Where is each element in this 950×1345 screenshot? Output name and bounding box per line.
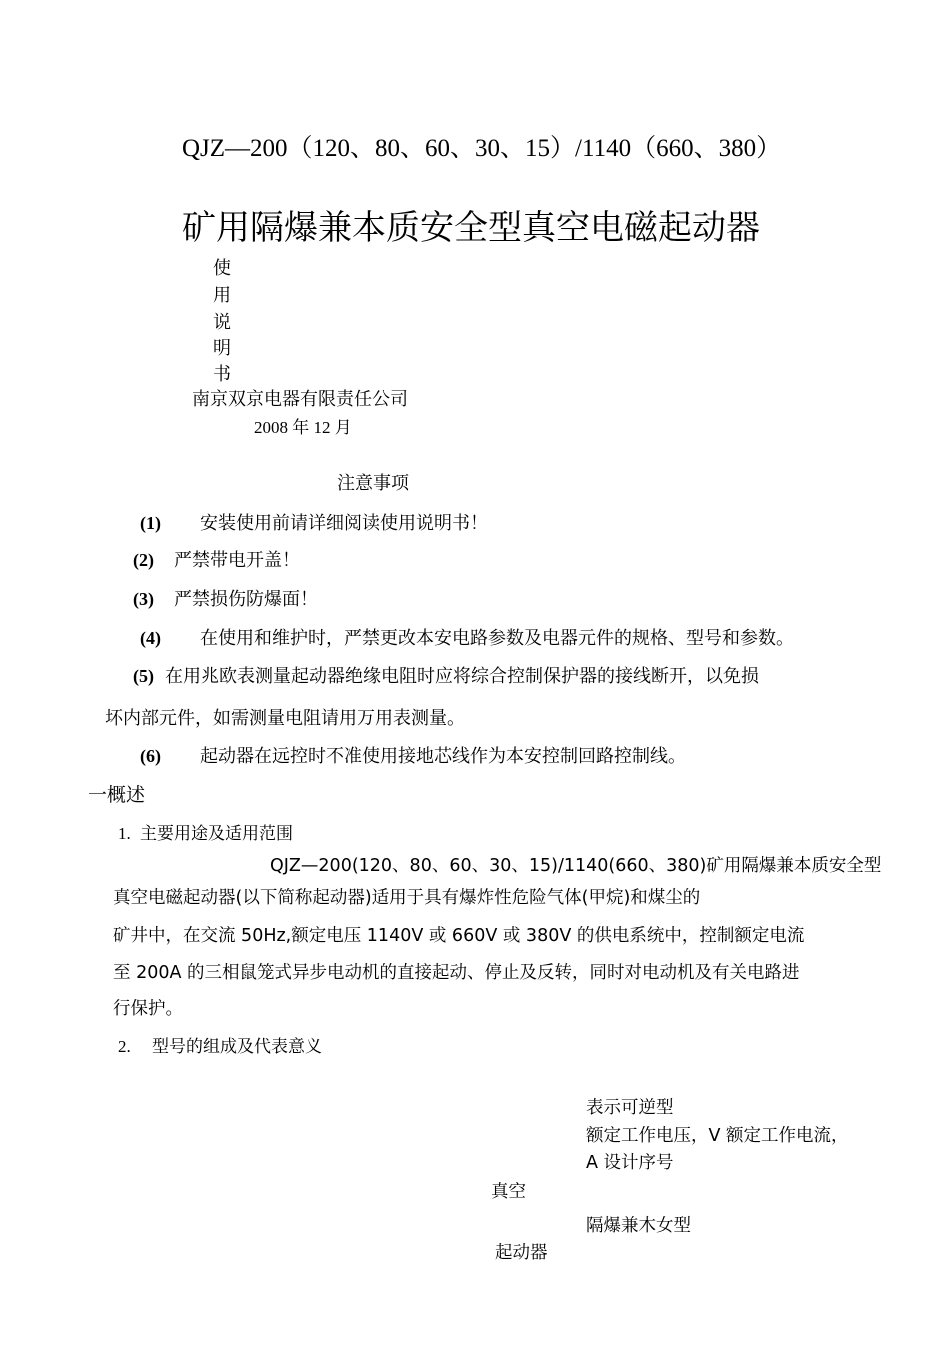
subsection-heading xyxy=(118,819,293,844)
paragraph-line: 行保护。 xyxy=(113,999,183,1019)
notice-item xyxy=(140,509,488,535)
notice-item-text: 严禁损伤防爆面！ xyxy=(174,589,318,610)
subsection-title: 主要用途及适用范围 xyxy=(140,824,293,844)
diagram-label-reversible: 表示可逆型 xyxy=(586,1098,674,1118)
notice-item-number: (6) xyxy=(140,746,161,766)
diagram-label-explosion-proof: 隔爆兼木女型 xyxy=(586,1216,691,1236)
company-name: 南京双京电器有限责任公司 xyxy=(192,389,408,410)
vertical-label-char: 使 xyxy=(213,258,231,279)
notice-item xyxy=(140,624,794,650)
notice-item xyxy=(133,662,759,688)
model-title: QJZ—200（120、80、60、30、15）/1140（660、380） xyxy=(182,135,782,162)
notice-item xyxy=(133,546,300,572)
notice-item-number: (5) xyxy=(133,666,154,686)
vertical-label-char: 用 xyxy=(213,285,231,306)
notice-item-continuation: 坏内部元件，如需测量电阻请用万用表测量。 xyxy=(105,708,465,729)
notice-item-text: 起动器在远控时不准使用接地芯线作为本安控制回路控制线。 xyxy=(200,746,686,767)
subsection-number: 2. xyxy=(118,1037,131,1056)
subsection-title: 型号的组成及代表意义 xyxy=(152,1037,322,1057)
notice-item-text: 在用兆欧表测量起动器绝缘电阻时应将综合控制保护器的接线断开，以免损 xyxy=(165,666,759,687)
notice-item-text: 在使用和维护时，严禁更改本安电路参数及电器元件的规格、型号和参数。 xyxy=(200,628,794,649)
diagram-label-rated: 额定工作电压，V 额定工作电流， xyxy=(586,1126,849,1146)
notice-item-text: 安装使用前请详细阅读使用说明书！ xyxy=(200,513,488,534)
diagram-label-design: A 设计序号 xyxy=(586,1153,674,1173)
subsection-heading xyxy=(118,1032,322,1057)
main-title: 矿用隔爆兼本质安全型真空电磁起动器 xyxy=(182,208,760,248)
notice-heading: 注意事项 xyxy=(337,473,409,494)
paragraph-line: 矿井中，在交流 50Hz,额定电压 1140V 或 660V 或 380V 的供电系统中，控制额定电流 xyxy=(113,926,805,946)
notice-item xyxy=(140,742,686,768)
vertical-label-char: 明 xyxy=(213,338,231,359)
section-heading-overview: 一概述 xyxy=(88,784,146,806)
diagram-label-starter: 起动器 xyxy=(495,1243,548,1263)
vertical-label-char: 书 xyxy=(213,364,231,385)
notice-item-text: 严禁带电开盖！ xyxy=(174,550,300,571)
vertical-label-char: 说 xyxy=(213,312,231,333)
paragraph-line: QJZ—200(120、80、60、30、15)/1140(660、380)矿用隔爆兼本质安全型 xyxy=(270,856,882,876)
notice-item-number: (4) xyxy=(140,628,161,648)
publish-date: 2008 年 12 月 xyxy=(254,418,352,437)
diagram-label-vacuum: 真空 xyxy=(491,1182,526,1202)
paragraph-line: 至 200A 的三相鼠笼式异步电动机的直接起动、停止及反转，同时对电动机及有关电路进 xyxy=(113,963,800,983)
subsection-number: 1. xyxy=(118,824,131,843)
notice-item-number: (1) xyxy=(140,513,161,533)
notice-item-number: (2) xyxy=(133,550,154,570)
notice-item-number: (3) xyxy=(133,589,154,609)
paragraph-line: 真空电磁起动器(以下简称起动器)适用于具有爆炸性危险气体(甲烷)和煤尘的 xyxy=(113,888,701,908)
notice-item xyxy=(133,585,318,611)
